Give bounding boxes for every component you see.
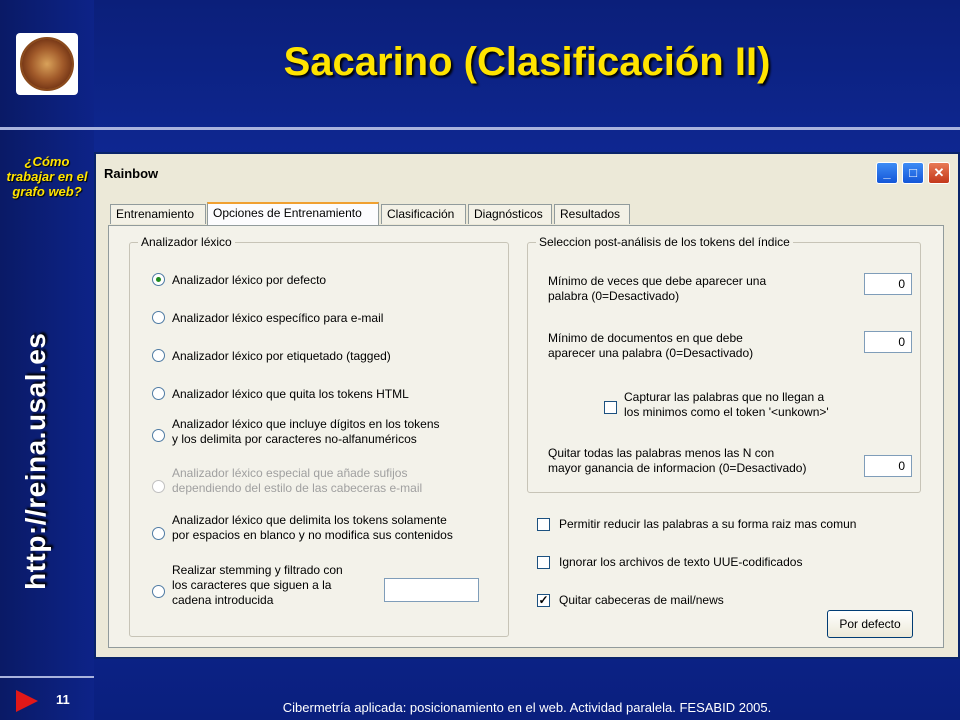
top-n-label-1: Quitar todas las palabras menos las N con bbox=[548, 446, 775, 460]
header-divider bbox=[0, 127, 960, 130]
lexer-digits-label-1: Analizador léxico que incluye dígitos en los tokens bbox=[172, 417, 440, 431]
min-times-label-1: Mínimo de veces que debe aparecer una bbox=[548, 274, 767, 288]
tab-diagnosticos[interactable]: Diagnósticos bbox=[468, 204, 552, 224]
post-analysis-group bbox=[527, 235, 921, 493]
tab-opciones-entrenamiento[interactable]: Opciones de Entrenamiento bbox=[207, 202, 379, 225]
top-n-input[interactable]: 0 bbox=[864, 455, 912, 477]
stemming-chars-input[interactable] bbox=[384, 578, 479, 602]
ignore-uue-checkbox[interactable] bbox=[537, 556, 550, 569]
lexer-group-title: Analizador léxico bbox=[138, 235, 235, 249]
post-analysis-group-title: Seleccion post-análisis de los tokens del índice bbox=[536, 235, 793, 249]
lexer-html-radio[interactable] bbox=[152, 387, 165, 400]
side-url: http://reina.usal.es bbox=[20, 332, 51, 590]
close-button[interactable]: ✕ bbox=[928, 162, 950, 184]
lexer-whitespace-label-2: por espacios en blanco y no modifica sus contenidos bbox=[172, 528, 453, 542]
lexer-whitespace-label-1: Analizador léxico que delimita los tokens solamente bbox=[172, 513, 447, 527]
default-button[interactable]: Por defecto bbox=[827, 610, 913, 638]
lexer-default-label: Analizador léxico por defecto bbox=[172, 273, 327, 287]
seal-icon bbox=[20, 37, 74, 91]
lexer-stemming-radio[interactable] bbox=[152, 585, 165, 598]
side-question: ¿Cómo trabajar en el grafo web? bbox=[6, 154, 88, 199]
tab-clasificacion[interactable]: Clasificación bbox=[381, 204, 466, 224]
lexer-stemming-label-2: los caracteres que siguen a la bbox=[172, 578, 332, 592]
min-docs-label-1: Mínimo de documentos en que debe bbox=[548, 331, 743, 345]
lexer-tagged-label: Analizador léxico por etiquetado (tagged) bbox=[172, 349, 391, 363]
maximize-button[interactable]: □ bbox=[902, 162, 924, 184]
slide-title: Sacarino (Clasificación II) bbox=[283, 40, 771, 84]
lexer-email-radio[interactable] bbox=[152, 311, 165, 324]
min-docs-input[interactable]: 0 bbox=[864, 331, 912, 353]
tab-entrenamiento[interactable]: Entrenamiento bbox=[110, 204, 206, 224]
lexer-digits-radio[interactable] bbox=[152, 429, 165, 442]
slide-footer: Cibermetría aplicada: posicionamiento en el web. Actividad paralela. FESABID 2005. bbox=[282, 700, 772, 715]
lexer-suffix-radio bbox=[152, 480, 165, 493]
lexer-html-label: Analizador léxico que quita los tokens HTML bbox=[172, 387, 409, 401]
title-bar bbox=[96, 154, 958, 190]
footer-divider bbox=[0, 676, 94, 678]
minimize-button[interactable]: _ bbox=[876, 162, 898, 184]
rainbow-window bbox=[94, 152, 960, 659]
reduce-root-checkbox[interactable] bbox=[537, 518, 550, 531]
lexer-default-radio[interactable] bbox=[152, 273, 165, 286]
capture-unknown-label-2: los minimos como el token '<unkown>' bbox=[624, 405, 829, 419]
capture-unknown-label-1: Capturar las palabras que no llegan a bbox=[624, 390, 825, 404]
lexer-group bbox=[129, 235, 509, 637]
slide-number: 11 bbox=[56, 692, 70, 707]
strip-headers-checkbox[interactable]: ✓ bbox=[538, 593, 549, 607]
lexer-tagged-radio[interactable] bbox=[152, 349, 165, 362]
capture-unknown-checkbox[interactable] bbox=[604, 401, 617, 414]
tab-resultados[interactable]: Resultados bbox=[554, 204, 630, 224]
top-n-label-2: mayor ganancia de informacion (0=Desactivado) bbox=[548, 461, 807, 475]
lexer-email-label: Analizador léxico específico para e-mail bbox=[172, 311, 384, 325]
options-panel bbox=[108, 225, 944, 648]
window-title: Rainbow bbox=[104, 166, 159, 181]
reduce-root-label: Permitir reducir las palabras a su forma raiz mas comun bbox=[559, 517, 857, 531]
university-seal-logo bbox=[16, 33, 78, 95]
lexer-digits-label-2: y los delimita por caracteres no-alfanuméricos bbox=[172, 432, 417, 446]
strip-headers-label: Quitar cabeceras de mail/news bbox=[559, 593, 724, 607]
lexer-suffix-label-1: Analizador léxico especial que añade sufijos bbox=[172, 466, 408, 480]
next-arrow-icon[interactable] bbox=[16, 690, 38, 712]
lexer-stemming-label-1: Realizar stemming y filtrado con bbox=[172, 563, 343, 577]
lexer-whitespace-radio[interactable] bbox=[152, 527, 165, 540]
min-times-label-2: palabra (0=Desactivado) bbox=[548, 289, 680, 303]
min-docs-label-2: aparecer una palabra (0=Desactivado) bbox=[548, 346, 754, 360]
min-times-input[interactable]: 0 bbox=[864, 273, 912, 295]
lexer-stemming-label-3: cadena introducida bbox=[172, 593, 274, 607]
ignore-uue-label: Ignorar los archivos de texto UUE-codificados bbox=[559, 555, 803, 569]
lexer-suffix-label-2: dependiendo del estilo de las cabeceras e-mail bbox=[172, 481, 423, 495]
